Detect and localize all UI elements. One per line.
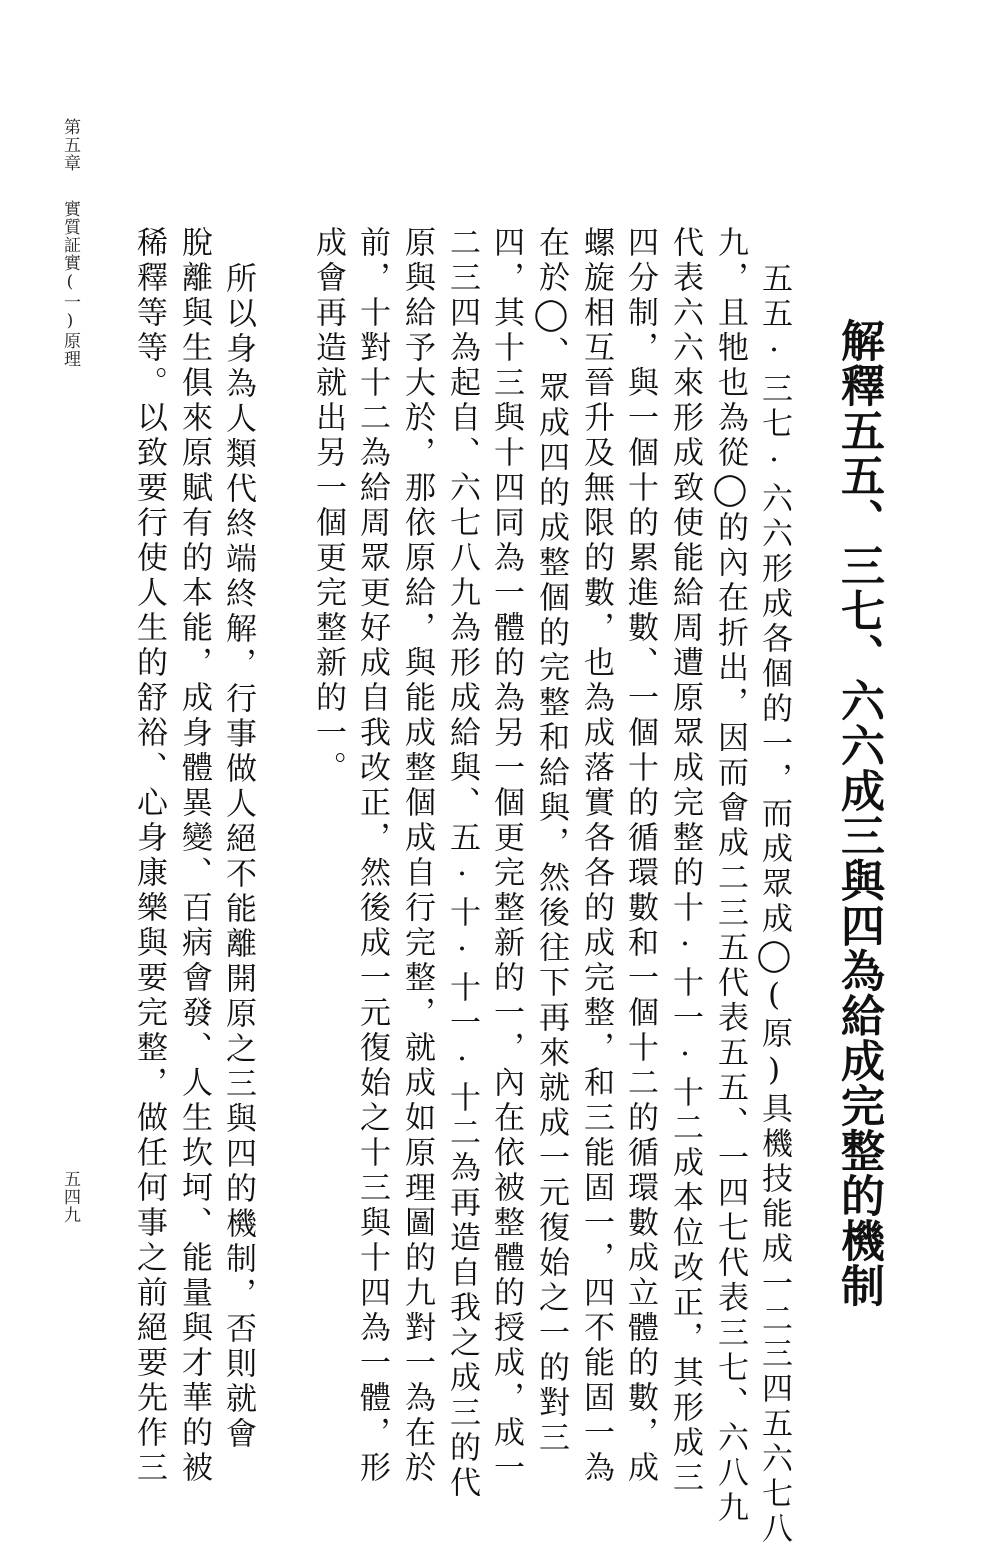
chapter-label: 第五章	[60, 118, 80, 172]
page-title: 解釋五五、三七、六六成三與四為給成完整的機制	[833, 318, 884, 1308]
text-line: 脫離與生俱來原賦有的本能，成身體異變、百病會發、人生坎坷、能量與才華的被	[176, 226, 212, 1486]
text-line: 稀釋等等。以致要行使人生的舒裕、心身康樂與要完整，做任何事之前絕要先作三	[131, 226, 167, 1486]
text-line: 二三四為起自、六七八九為形成給與、五·十·十一·十二為再造自我之成三的代	[444, 226, 480, 1501]
section-label: 實質証實(一)原理	[60, 200, 80, 368]
text-line: 前，十對十二為給周眾更好成自我改正，然後成一元復始之十三與十四為一體，形	[354, 226, 390, 1486]
text-line: 在於◯、眾成四的成整個的完整和給與，然後往下再來就成一元復始之一的對三	[533, 226, 569, 1456]
text-line: 螺旋相互晉升及無限的數，也為成落實各各的成完整，和三能固一，四不能固一為	[578, 226, 614, 1486]
text-line: 所以身為人類代終端終解，行事做人絕不能離開原之三與四的機制，否則就會	[220, 262, 256, 1452]
text-line: 成會再造就出另一個更完整新的一。	[310, 226, 346, 786]
page-number: 五四九	[60, 1170, 80, 1224]
text-line: 原與給予大於，那依原給，與能成整個成自行完整，就成如原理圖的九對一為在於	[399, 226, 435, 1486]
text-line: 四分制，與一個十的累進數、一個十的循環數和一個十二的循環數成立體的數，成	[622, 226, 658, 1486]
text-line: 代表六六來形成致使能給周遭原眾成完整的十·十一·十二成本位改正，其形成三	[667, 226, 703, 1496]
text-line: 五五·三七·六六形成各個的一，而成眾成◯(原)具機技能成一二三四五六七八	[756, 262, 792, 1547]
text-line: 九，且牠也為從◯的內在折出，因而會成二三五代表五五、一四七代表三七、六八九	[712, 226, 748, 1526]
text-line: 四，其十三與十四同為一體的為另一個更完整新的一，內在依被整體的授成，成一	[488, 226, 524, 1486]
